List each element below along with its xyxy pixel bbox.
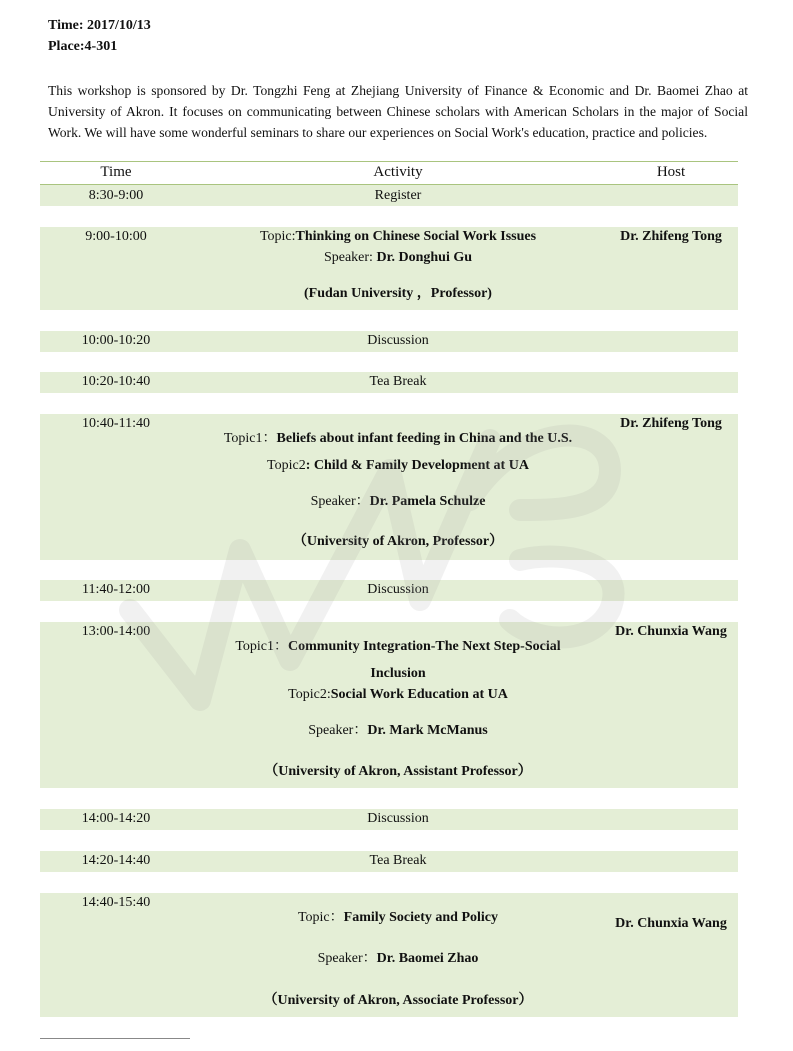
header-host: Host [656, 164, 686, 180]
row-activity: Register [374, 188, 422, 203]
table-top-rule [40, 161, 738, 162]
time-label: Time: 2017/10/13 [48, 18, 151, 33]
table-header [40, 164, 738, 184]
speaker-prefix: Speaker： [308, 723, 368, 738]
topic-title: Family Society and Policy [343, 910, 499, 925]
row-host: Dr. Zhifeng Tong [620, 229, 722, 244]
affiliation: （University of Akron, Assistant Professor） [264, 764, 532, 779]
topic-title: Thinking on Chinese Social Work Issues [295, 229, 537, 244]
row-time: 8:30-9:00 [88, 188, 144, 203]
speaker-prefix: Speaker： [317, 951, 377, 966]
place-label: Place:4-301 [48, 39, 118, 54]
speaker-line [192, 719, 604, 739]
speaker-line [192, 250, 604, 266]
topic-line [192, 229, 604, 245]
row-time: 10:40-11:40 [82, 416, 150, 431]
table-row [40, 851, 738, 872]
table-row [40, 227, 738, 310]
row-time: 13:00-14:00 [81, 624, 151, 639]
row-activity: Discussion [367, 811, 429, 826]
topic1-title: Community Integration-The Next Step-Social [288, 639, 561, 654]
topic2-prefix: Topic2: [288, 687, 331, 702]
topic2-prefix: Topic2 [267, 458, 306, 473]
topic-line [192, 906, 604, 926]
table-row [40, 580, 738, 601]
row-activity: Discussion [367, 582, 429, 597]
affiliation: (Fudan University ，Professor) [304, 286, 492, 301]
row-time: 10:20-10:40 [81, 374, 151, 389]
table-row [40, 185, 738, 206]
topic1-prefix: Topic1： [235, 639, 289, 654]
speaker-name: Dr. Baomei Zhao [376, 951, 479, 966]
table-row [40, 622, 738, 788]
speaker-line [192, 947, 604, 967]
topic2-title: : Child & Family Development at UA [305, 458, 529, 473]
row-time: 14:00-14:20 [81, 811, 151, 826]
topic-prefix: Topic： [297, 910, 344, 925]
speaker-name: Dr. Donghui Gu [376, 250, 473, 265]
speaker-name: Dr. Pamela Schulze [369, 494, 486, 509]
row-activity: Tea Break [369, 853, 427, 868]
row-activity: Tea Break [369, 374, 427, 389]
row-time: 10:00-10:20 [81, 333, 151, 348]
affiliation: （University of Akron, Associate Professor） [263, 993, 533, 1008]
speaker-name: Dr. Mark McManus [367, 723, 488, 738]
row-host: Dr. Zhifeng Tong [620, 416, 722, 431]
table-row [40, 809, 738, 830]
header-activity: Activity [373, 164, 423, 180]
intro-paragraph: This workshop is sponsored by Dr. Tongzhi Feng at Zhejiang University of Finance & Economic and Dr. Baomei Zhao at University of Akron. It focuses on communicating between Chinese scholars with American Scholars in the major of Social Work. We will have some wonderful seminars to share our experiences on Social Work's education, practice and policies. [48, 83, 748, 140]
row-time: 11:40-12:00 [82, 582, 150, 597]
topic1-line [192, 427, 604, 447]
topic1-title-cont: Inclusion [370, 666, 426, 681]
topic2-line [192, 458, 604, 474]
speaker-prefix: Speaker： [310, 494, 370, 509]
topic1-prefix: Topic1： [223, 431, 277, 446]
table-row [40, 893, 738, 1017]
topic2-line [192, 687, 604, 703]
header-time: Time [100, 164, 132, 180]
table-row [40, 372, 738, 393]
speaker-line [192, 490, 604, 510]
row-time: 9:00-10:00 [85, 229, 147, 244]
topic-prefix: Topic: [259, 229, 296, 244]
topic2-title: Social Work Education at UA [330, 687, 508, 702]
speaker-prefix: Speaker: [323, 250, 377, 265]
table-row [40, 331, 738, 352]
row-time: 14:20-14:40 [81, 853, 151, 868]
row-time: 14:40-15:40 [81, 895, 151, 910]
affiliation: （University of Akron, Professor） [292, 534, 504, 549]
table-row [40, 414, 738, 560]
footnote-separator [40, 1038, 190, 1039]
row-activity: Discussion [367, 333, 429, 348]
row-host: Dr. Chunxia Wang [615, 624, 727, 639]
topic1-title: Beliefs about infant feeding in China and the U.S. [276, 431, 573, 446]
topic1-line [192, 635, 604, 655]
row-host: Dr. Chunxia Wang [615, 916, 727, 931]
